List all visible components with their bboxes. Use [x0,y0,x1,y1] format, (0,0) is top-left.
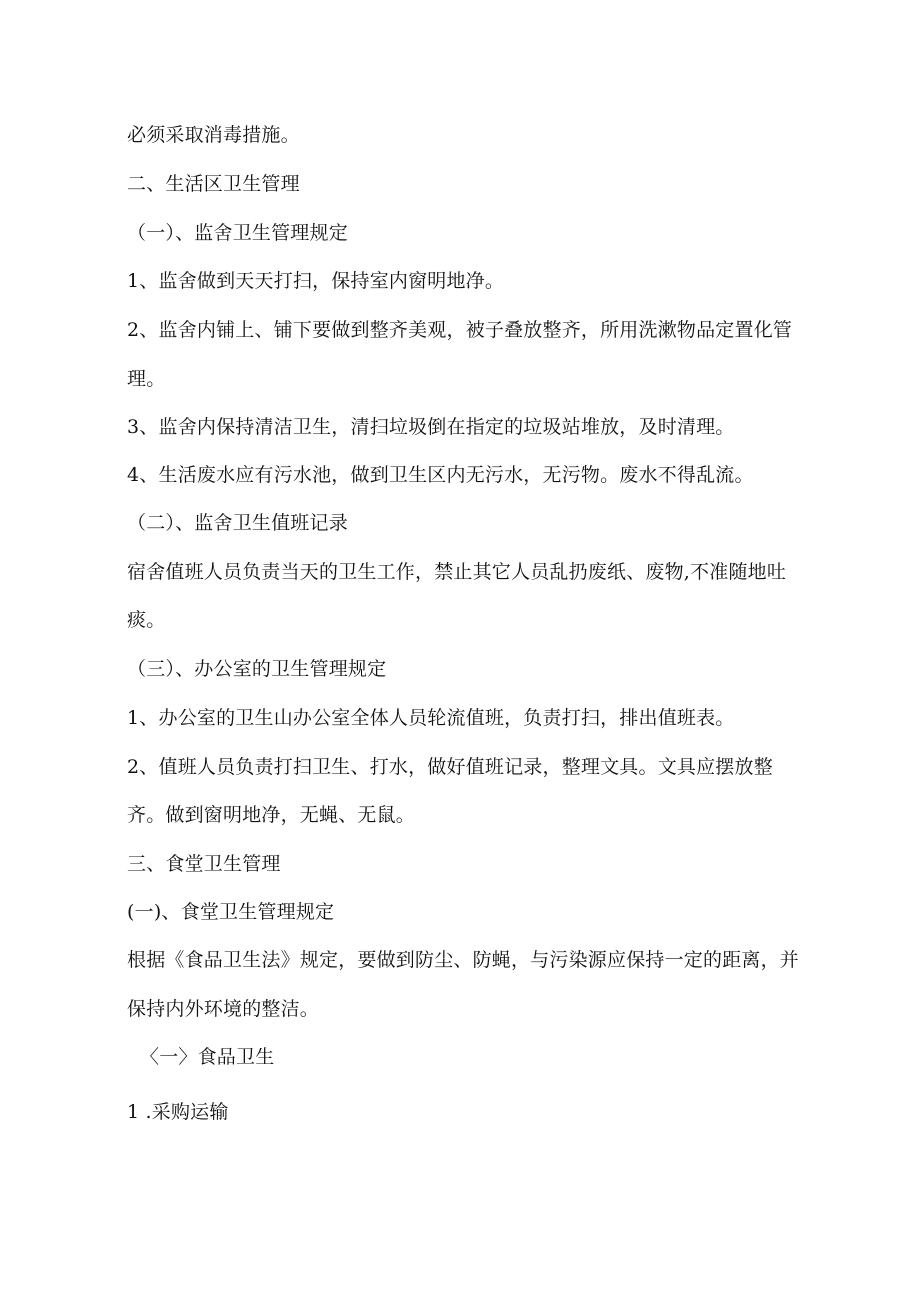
subheading-canteen-rules: (一)、食堂卫生管理规定 [127,901,335,923]
text-line-office-rule-2-cont: 齐。做到窗明地净，无蝇、无鼠。 [127,804,416,826]
heading-living-area-hygiene: 二、生活区卫生管理 [127,173,300,195]
text-line-office-rule-2: 2、值班人员负责打扫卫生、打水，做好值班记录，整理文具。文具应摆放整 [127,756,773,778]
subheading-food-hygiene: 〈一〉食品卫生 [140,1046,275,1068]
text-line-food-law: 根据《食品卫生法》规定，要做到防尘、防蝇，与污染源应保持一定的距离，并 [127,949,800,971]
text-line-purchase-transport: 1 .采购运输 [127,1101,229,1123]
subheading-office-hygiene-rules: （三）、办公室的卫生管理规定 [127,658,387,680]
heading-canteen-hygiene: 三、食堂卫生管理 [127,853,281,875]
text-line-duty-record-cont: 痰。 [127,609,166,631]
subheading-cell-hygiene-rules: （一）、监舍卫生管理规定 [127,222,348,244]
text-line-food-law-cont: 保持内外环境的整洁。 [127,998,320,1020]
text-line-cell-rule-2-cont: 理。 [127,368,166,390]
text-line-cell-rule-4: 4、生活废水应有污水池，做到卫生区内无污水，无污物。废水不得乱流。 [127,464,754,486]
text-line-office-rule-1: 1、办公室的卫生山办公室全体人员轮流值班，负责打扫，排出值班表。 [127,707,735,729]
text-line-cell-rule-1: 1、监舍做到天天打扫，保持室内窗明地净。 [127,270,505,292]
text-line-cell-rule-2: 2、监舍内铺上、铺下要做到整齐美观，被子叠放整齐，所用洗漱物品定置化管 [127,319,793,341]
text-line-disinfection: 必须采取消毒措施。 [127,124,300,146]
subheading-duty-record: （二）、监舍卫生值班记录 [127,512,348,534]
text-line-cell-rule-3: 3、监舍内保持清洁卫生，清扫垃圾倒在指定的垃圾站堆放，及时清理。 [127,416,735,438]
text-line-duty-record: 宿舍值班人员负责当天的卫生工作，禁止其它人员乱扔废纸、废物,不准随地吐 [127,561,787,583]
